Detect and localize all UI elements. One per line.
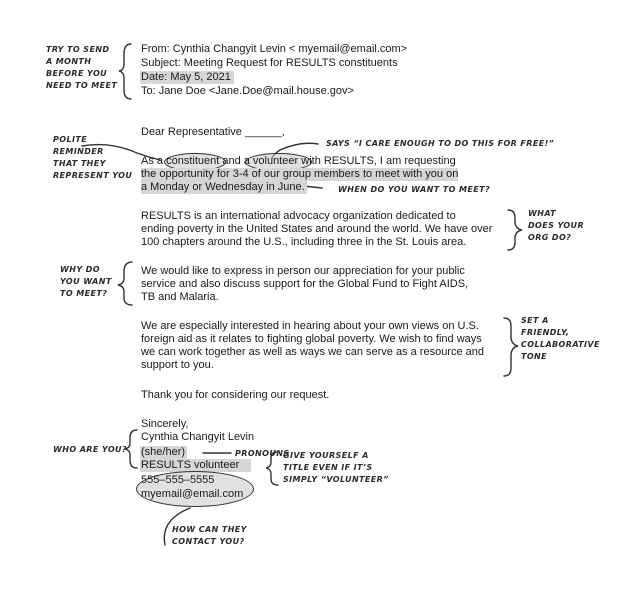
note-why-meet: WHY DO YOU WANT TO MEET?: [60, 265, 112, 298]
bracket-header: [119, 44, 131, 99]
note-tone: SET A FRIENDLY, COLLABORATIVE TONE: [521, 316, 600, 361]
note-title: GIVE YOURSELF A TITLE EVEN IF IT’S SIMPLY “VOLUNTEER”: [283, 451, 389, 484]
note-contact: HOW CAN THEY CONTACT YOU?: [172, 525, 247, 546]
para4-line4: support to you.: [141, 359, 214, 371]
para1-line2: the opportunity for 3-4 of our group members to meet with you on: [141, 168, 459, 180]
para4-line1: We are especially interested in hearing about your own views on U.S.: [141, 320, 479, 332]
para3-line2: service and also discuss support for the Global Fund to Fight AIDS,: [141, 278, 469, 290]
bracket-tone: [504, 318, 518, 376]
para1-line3: a Monday or Wednesday in June.: [141, 181, 305, 193]
para1-line1: As a constituent and a volunteer with RESULTS, I am requesting: [141, 155, 456, 167]
note-when: WHEN DO YOU WANT TO MEET?: [338, 185, 490, 194]
greeting: Dear Representative ______,: [141, 126, 285, 138]
thanks-line: Thank you for considering our request.: [141, 389, 330, 401]
note-what-org: WHAT DOES YOUR ORG DO?: [528, 209, 585, 242]
email-subject: Subject: Meeting Request for RESULTS constituents: [141, 57, 398, 69]
word-volunteer: a volunteer: [243, 155, 299, 167]
bracket-why: [118, 262, 132, 305]
note-cares: SAYS “I CARE ENOUGH TO DO THIS FOR FREE!”: [326, 139, 555, 148]
note-pronouns: PRONOUNS: [235, 449, 290, 458]
word-constituent: constituent: [166, 155, 220, 167]
email-from: From: Cynthia Changyit Levin < myemail@email.com>: [141, 43, 408, 55]
para4-line3: we can work together as well as ways we can serve as a resource and: [141, 346, 484, 358]
para4-line2: foreign aid as it relates to fighting global poverty. We wish to find ways: [141, 333, 482, 345]
signature-phone: 555–555–5555: [141, 474, 215, 486]
note-polite-reminder: POLITE REMINDER THAT THEY REPRESENT YOU: [53, 135, 133, 180]
para3-line1: We would like to express in person our appreciation for your public: [141, 265, 465, 277]
email-to: To: Jane Doe <Jane.Doe@mail.house.gov>: [141, 85, 354, 97]
email-date: Date: May 5, 2021: [140, 71, 234, 84]
para2-line3: 100 chapters around the U.S., including three in the St. Louis area.: [141, 236, 467, 248]
para2-line2: ending poverty in the United States and around the world. We have over: [141, 223, 493, 235]
signature-pronouns: (she/her): [141, 446, 186, 458]
para2-line1: RESULTS is an international advocacy organization dedicated to: [141, 210, 456, 222]
bracket-what-org: [508, 210, 522, 250]
signature-name: Cynthia Changyit Levin: [141, 431, 255, 443]
note-send-early: TRY TO SEND A MONTH BEFORE YOU NEED TO MEET: [46, 45, 118, 90]
para3-line3: TB and Malaria.: [141, 291, 219, 303]
sign-off: Sincerely,: [141, 418, 189, 430]
signature-title: RESULTS volunteer: [140, 459, 251, 472]
note-who-are-you: WHO ARE YOU?: [53, 445, 127, 454]
signature-email: myemail@email.com: [141, 488, 244, 500]
